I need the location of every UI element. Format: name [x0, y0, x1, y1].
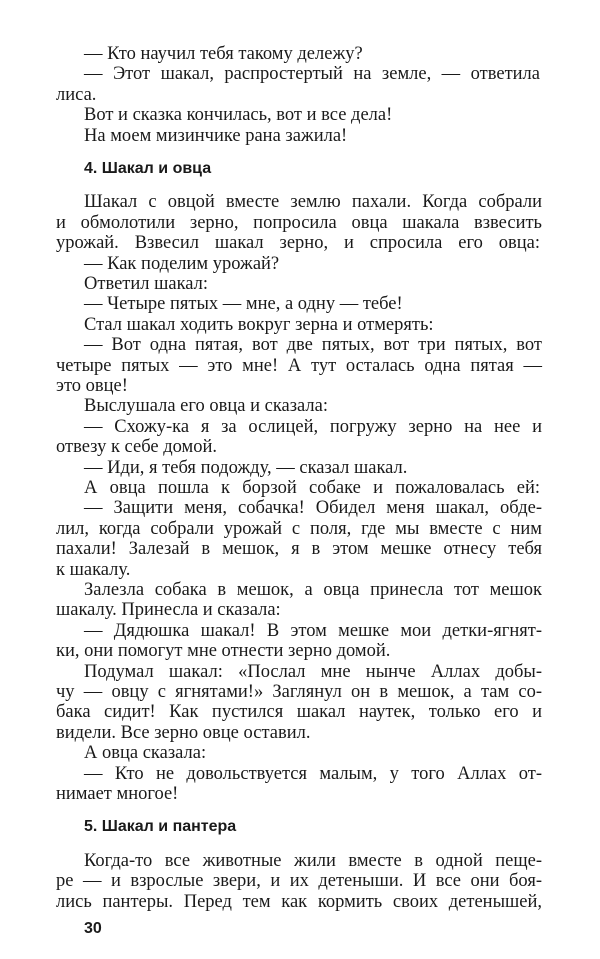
- text-line: Вот и сказка кончилась, вот и все дела!: [84, 105, 393, 126]
- page-number: 30: [84, 920, 102, 937]
- text-line: и обмолотили зерно, попросила овца шакала взвесить: [56, 212, 542, 233]
- text-line: ки, они помогут мне отнести зерно домой.: [56, 641, 391, 662]
- text-line: — Четыре пятых — мне, а одну — тебе!: [84, 294, 403, 315]
- text-line: — Защити меня, собачка! Обидел меня шакал, обде-: [84, 498, 542, 519]
- text-line: ре — и взрослые звери, и их детеныши. И все они боя-: [56, 871, 542, 892]
- text-line: Выслушала его овца и сказала:: [84, 396, 329, 417]
- text-line: урожай. Взвесил шакал зерно, и спросила его овца:: [56, 233, 540, 254]
- text-line: отвезу к себе домой.: [56, 437, 218, 458]
- text-line: пахали! Залезай в мешок, я в этом мешке отнесу тебя: [56, 539, 542, 560]
- text-line: На моем мизинчике рана зажила!: [84, 125, 348, 146]
- text-line: — Как поделим урожай?: [84, 253, 280, 274]
- text-line: чу — овцу с ягнятами!» Заглянул он в мешок, а там со-: [56, 682, 542, 702]
- text-line: Залезла собака в мешок, а овца принесла тот мешок: [84, 580, 542, 600]
- text-line: — Схожу-ка я за ослицей, погружу зерно на нее и: [84, 416, 542, 437]
- text-line: — Иди, я тебя подожду, — сказал шакал.: [84, 457, 408, 478]
- text-line: к шакалу.: [56, 559, 131, 580]
- section-heading: 5. Шакал и пантера: [84, 818, 237, 836]
- text-line: — Этот шакал, распростертый на земле, — ответила: [84, 64, 540, 85]
- text-line: лиса.: [56, 84, 97, 105]
- text-line: А овца сказала:: [84, 743, 207, 764]
- text-line: это овце!: [56, 376, 128, 396]
- text-line: видели. Все зерно овце оставил.: [56, 722, 311, 743]
- text-line: — Вот одна пятая, вот две пятых, вот три пятых, вот: [84, 335, 542, 356]
- text-line: шакалу. Принесла и сказала:: [56, 600, 281, 621]
- text-line: четыре пятых — это мне! А тут осталась одна пятая —: [56, 355, 542, 376]
- text-line: — Кто не довольствуется малым, у того Аллах от-: [84, 763, 542, 784]
- text-line: Ответил шакал:: [84, 274, 209, 294]
- text-line: Шакал с овцой вместе землю пахали. Когда собрали: [84, 192, 542, 213]
- text-line: нимает многое!: [56, 784, 179, 804]
- text-line: лись пантеры. Перед тем как кормить своих детенышей,: [56, 891, 542, 912]
- text-line: Подумал шакал: «Послал мне нынче Аллах добы-: [84, 661, 542, 682]
- text-line: бака сидит! Как пустился шакал наутек, только его и: [56, 702, 542, 723]
- text-line: Стал шакал ходить вокруг зерна и отмерять:: [84, 314, 434, 335]
- text-line: Когда-то все животные жили вместе в одной пеще-: [84, 850, 542, 871]
- text-line: — Дядюшка шакал! В этом мешке мои детки-ягнят-: [84, 620, 542, 641]
- text-line: лил, когда собрали урожай с поля, где мы вместе с ним: [56, 518, 542, 539]
- section-heading: 4. Шакал и овца: [84, 160, 212, 177]
- text-line: А овца пошла к борзой собаке и пожаловалась ей:: [84, 478, 540, 498]
- text-line: — Кто научил тебя такому дележу?: [84, 44, 363, 64]
